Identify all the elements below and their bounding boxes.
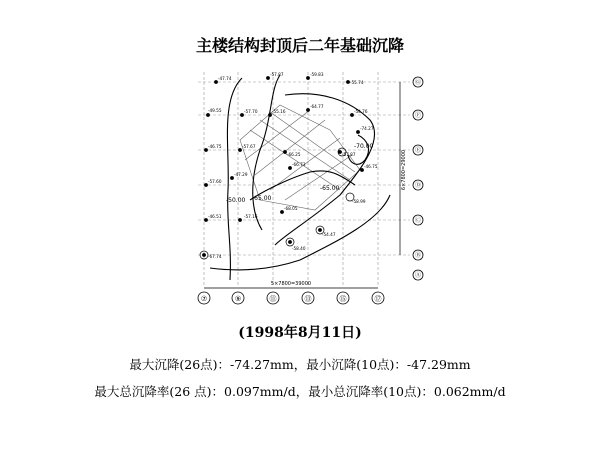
point-value: -46.75	[208, 144, 222, 149]
page-title: 主楼结构封顶后二年基础沉降	[195, 36, 404, 55]
point-value: -57.87	[270, 72, 284, 77]
point-value: -68.05	[284, 206, 298, 211]
point-value: -66.73	[292, 162, 306, 167]
settlement-rate-text: 最大总沉降率(26 点)：0.097mm/d，最小总沉降率(10点)：0.062mm/d	[94, 384, 506, 399]
row-axis-label: Ⓔ	[414, 147, 422, 154]
point-value: -58.99	[352, 199, 366, 204]
point-value: -67.74	[208, 254, 222, 259]
row-axis-label: Ⓕ	[414, 112, 422, 119]
date-caption: (1998年8月11日)	[238, 325, 362, 341]
point-value: -57.87	[342, 152, 356, 157]
row-axis-label: Ⓓ	[414, 182, 422, 189]
point-value: -58.40	[292, 246, 306, 251]
point-value: -64.77	[310, 104, 324, 109]
point-value: -54.76	[354, 109, 368, 114]
row-axis-label: Ⓐ	[414, 272, 422, 279]
column-axis-label: ⑮	[339, 295, 347, 303]
point-value: -47.74	[218, 76, 232, 81]
contour-label: -50.00	[226, 197, 246, 204]
row-axis-label: Ⓒ	[414, 217, 422, 224]
column-axis-label: ⑰	[374, 295, 382, 303]
dimension-right: 6×7800=29000	[401, 149, 407, 191]
max-min-settlement-text: 最大沉降(26点)：-74.27mm，最小沉降(10点)：-47.29mm	[129, 357, 471, 372]
point-value: -49.55	[208, 108, 222, 113]
column-axis-label: ⑨	[234, 295, 242, 303]
column-axis-label: ⑪	[269, 295, 277, 303]
point-value: -74.27	[360, 126, 374, 131]
contour-label: -65.00	[252, 195, 272, 202]
point-value: -57.16	[244, 214, 258, 219]
row-axis-label: Ⓖ	[414, 79, 422, 86]
point-value: -46.75	[364, 164, 378, 169]
point-value: -55.74	[350, 80, 364, 85]
row-axis-label: Ⓑ	[414, 252, 422, 259]
column-axis-label: ⑦	[200, 295, 208, 303]
point-value: -55.16	[272, 109, 286, 114]
point-value: -57.70	[244, 109, 258, 114]
point-value: -46.51	[208, 214, 222, 219]
settlement-plan-drawing	[190, 60, 430, 310]
point-value: -66.25	[287, 152, 301, 157]
point-value: -47.29	[234, 172, 248, 177]
column-axis-label: ⑬	[304, 295, 312, 303]
point-value: -57.67	[242, 144, 256, 149]
contour-label: -70.00	[354, 143, 374, 150]
point-value: -54.47	[322, 232, 336, 237]
point-value: -59.83	[310, 72, 324, 77]
contour-label: -65.00	[320, 185, 340, 192]
dimension-bottom: 5×7800=39000	[270, 281, 312, 287]
point-value: -57.60	[208, 179, 222, 184]
